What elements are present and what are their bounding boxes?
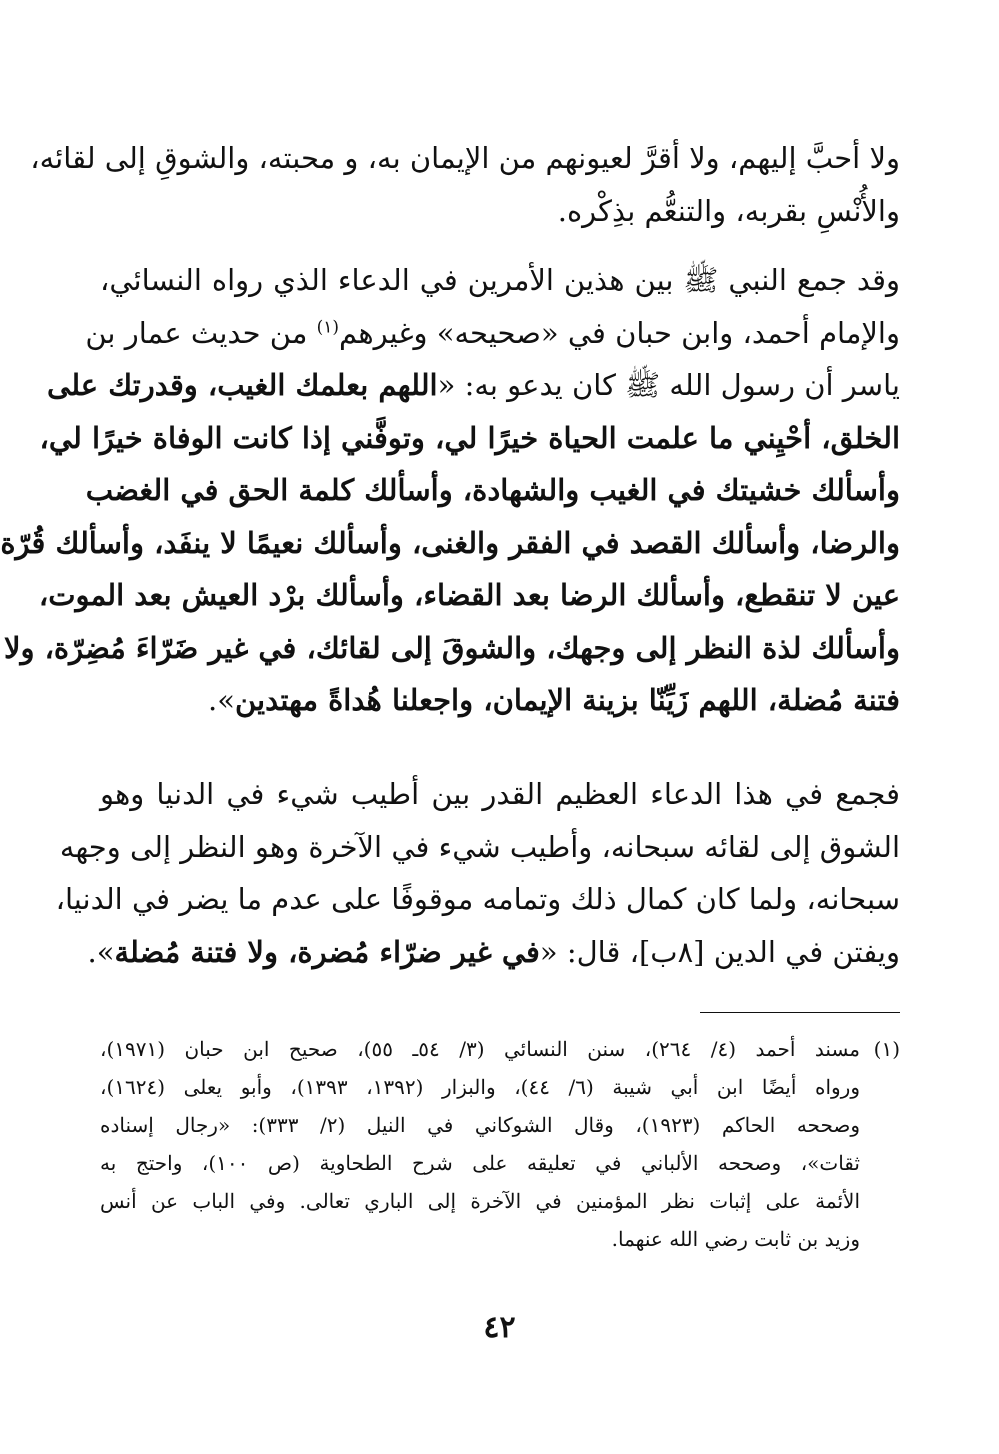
footnote-line [100,1030,900,1068]
hadith-line: عين لا تنقطع، وأسألك الرضا بعد القضاء، وأسألك برْد العيش بعد الموت، [38,578,900,612]
paragraph-1 [30,132,900,237]
text-segment: مسند أحمد (٤/ ٢٦٤)، سنن النسائي (٣/ ٥٤ـ ٥٥)، صحيح ابن حبان (١٩٧١)، [100,1037,860,1061]
footnote-divider [700,1012,900,1013]
text-line [100,674,900,727]
text-line: والأُنْسِ بقربه، والتنعُّم بذِكْره. [557,193,900,228]
text-segment: والإمام أحمد، وابن حبان في «صحيحه» وغيرهم [339,315,900,350]
hadith-line: والرضا، وأسألك القصد في الفقر والغنى، وأسألك نعيمًا لا ينفَد، وأسألك قُرّة [0,525,900,560]
text-line: فجمع في هذا الدعاء العظيم القدر بين أطيب شيء في الدنيا وهو [100,777,900,811]
quote-text: في غير ضرّاء مُضرة، ولا فتنة مُضلة [114,934,540,969]
footnote-line: الأئمة على إثبات نظر المؤمنين في الآخرة إلى الباري تعالى. وفي الباب عن أنس [100,1189,860,1213]
text-line: ولا أحبَّ إليهم، ولا أقرَّ لعيونهم من الإيمان به، و محبته، والشوقِ إلى لقائه، [30,141,900,175]
hadith-line: الخلق، أحْيِني ما علمت الحياة خيرًا لي، وتوفَّني إذا كانت الوفاة خيرًا لي، [39,420,900,455]
paragraph-3 [55,768,900,978]
page-number: ٤٢ [483,1310,516,1345]
text-line [87,926,900,979]
text-line: الشوق إلى لقائه سبحانه، وأطيب شيء في الآخرة وهو النظر إلى وجهه [59,829,900,864]
footnote-reference[interactable]: (١) [316,316,340,337]
hadith-line: وأسألك خشيتك في الغيب والشهادة، وأسألك كلمة الحق في الغضب [85,473,900,507]
text-segment: ». [208,683,235,717]
footnote-line: ورواه أيضًا ابن أبي شيبة (٦/ ٤٤)، والبزار (١٣٩٢، ١٣٩٣)، وأبو يعلى (١٦٢٤)، [100,1075,860,1099]
text-line [47,359,900,412]
footnote-line: ثقات»، وصححه الألباني في تعليقه على شرح الطحاوية (ص ١٠٠)، واحتج به [100,1151,860,1175]
hadith-text: اللهم بعلمك الغيب، وقدرتك على [47,368,438,402]
text-line: سبحانه، ولما كان كمال ذلك وتمامه موقوفًا على عدم ما يضر في الدنيا، [55,882,900,916]
paragraph-2 [0,254,900,727]
text-segment: ». [87,934,115,969]
footnote-line: وصححه الحاكم (١٩٢٣)، وقال الشوكاني في النيل (٢/ ٣٣٣): «رجال إسناده [100,1113,860,1137]
text-segment: ويفتن في الدين [٨ب]، قال: « [539,934,900,969]
footnote-number: (١) [873,1037,900,1061]
footnotes [100,1030,900,1258]
hadith-text: فتنة مُضلة، اللهم زَيِّنّا بزينة الإيمان، واجعلنا هُداةً مهتدين [234,683,900,717]
text-segment: ياسر أن رسول الله ﷺ كان يدعو به: « [437,368,900,402]
footnote-line: وزيد بن ثابت رضي الله عنهما. [611,1227,860,1251]
hadith-line: وأسألك لذة النظر إلى وجهك، والشوقَ إلى لقائك، في غير ضَرّاءَ مُضِرّة، ولا [3,630,900,665]
text-line [85,307,900,360]
text-segment: من حديث عمار بن [85,315,317,350]
text-line: وقد جمع النبي ﷺ بين هذين الأمرين في الدعاء الذي رواه النسائي، [100,263,900,297]
